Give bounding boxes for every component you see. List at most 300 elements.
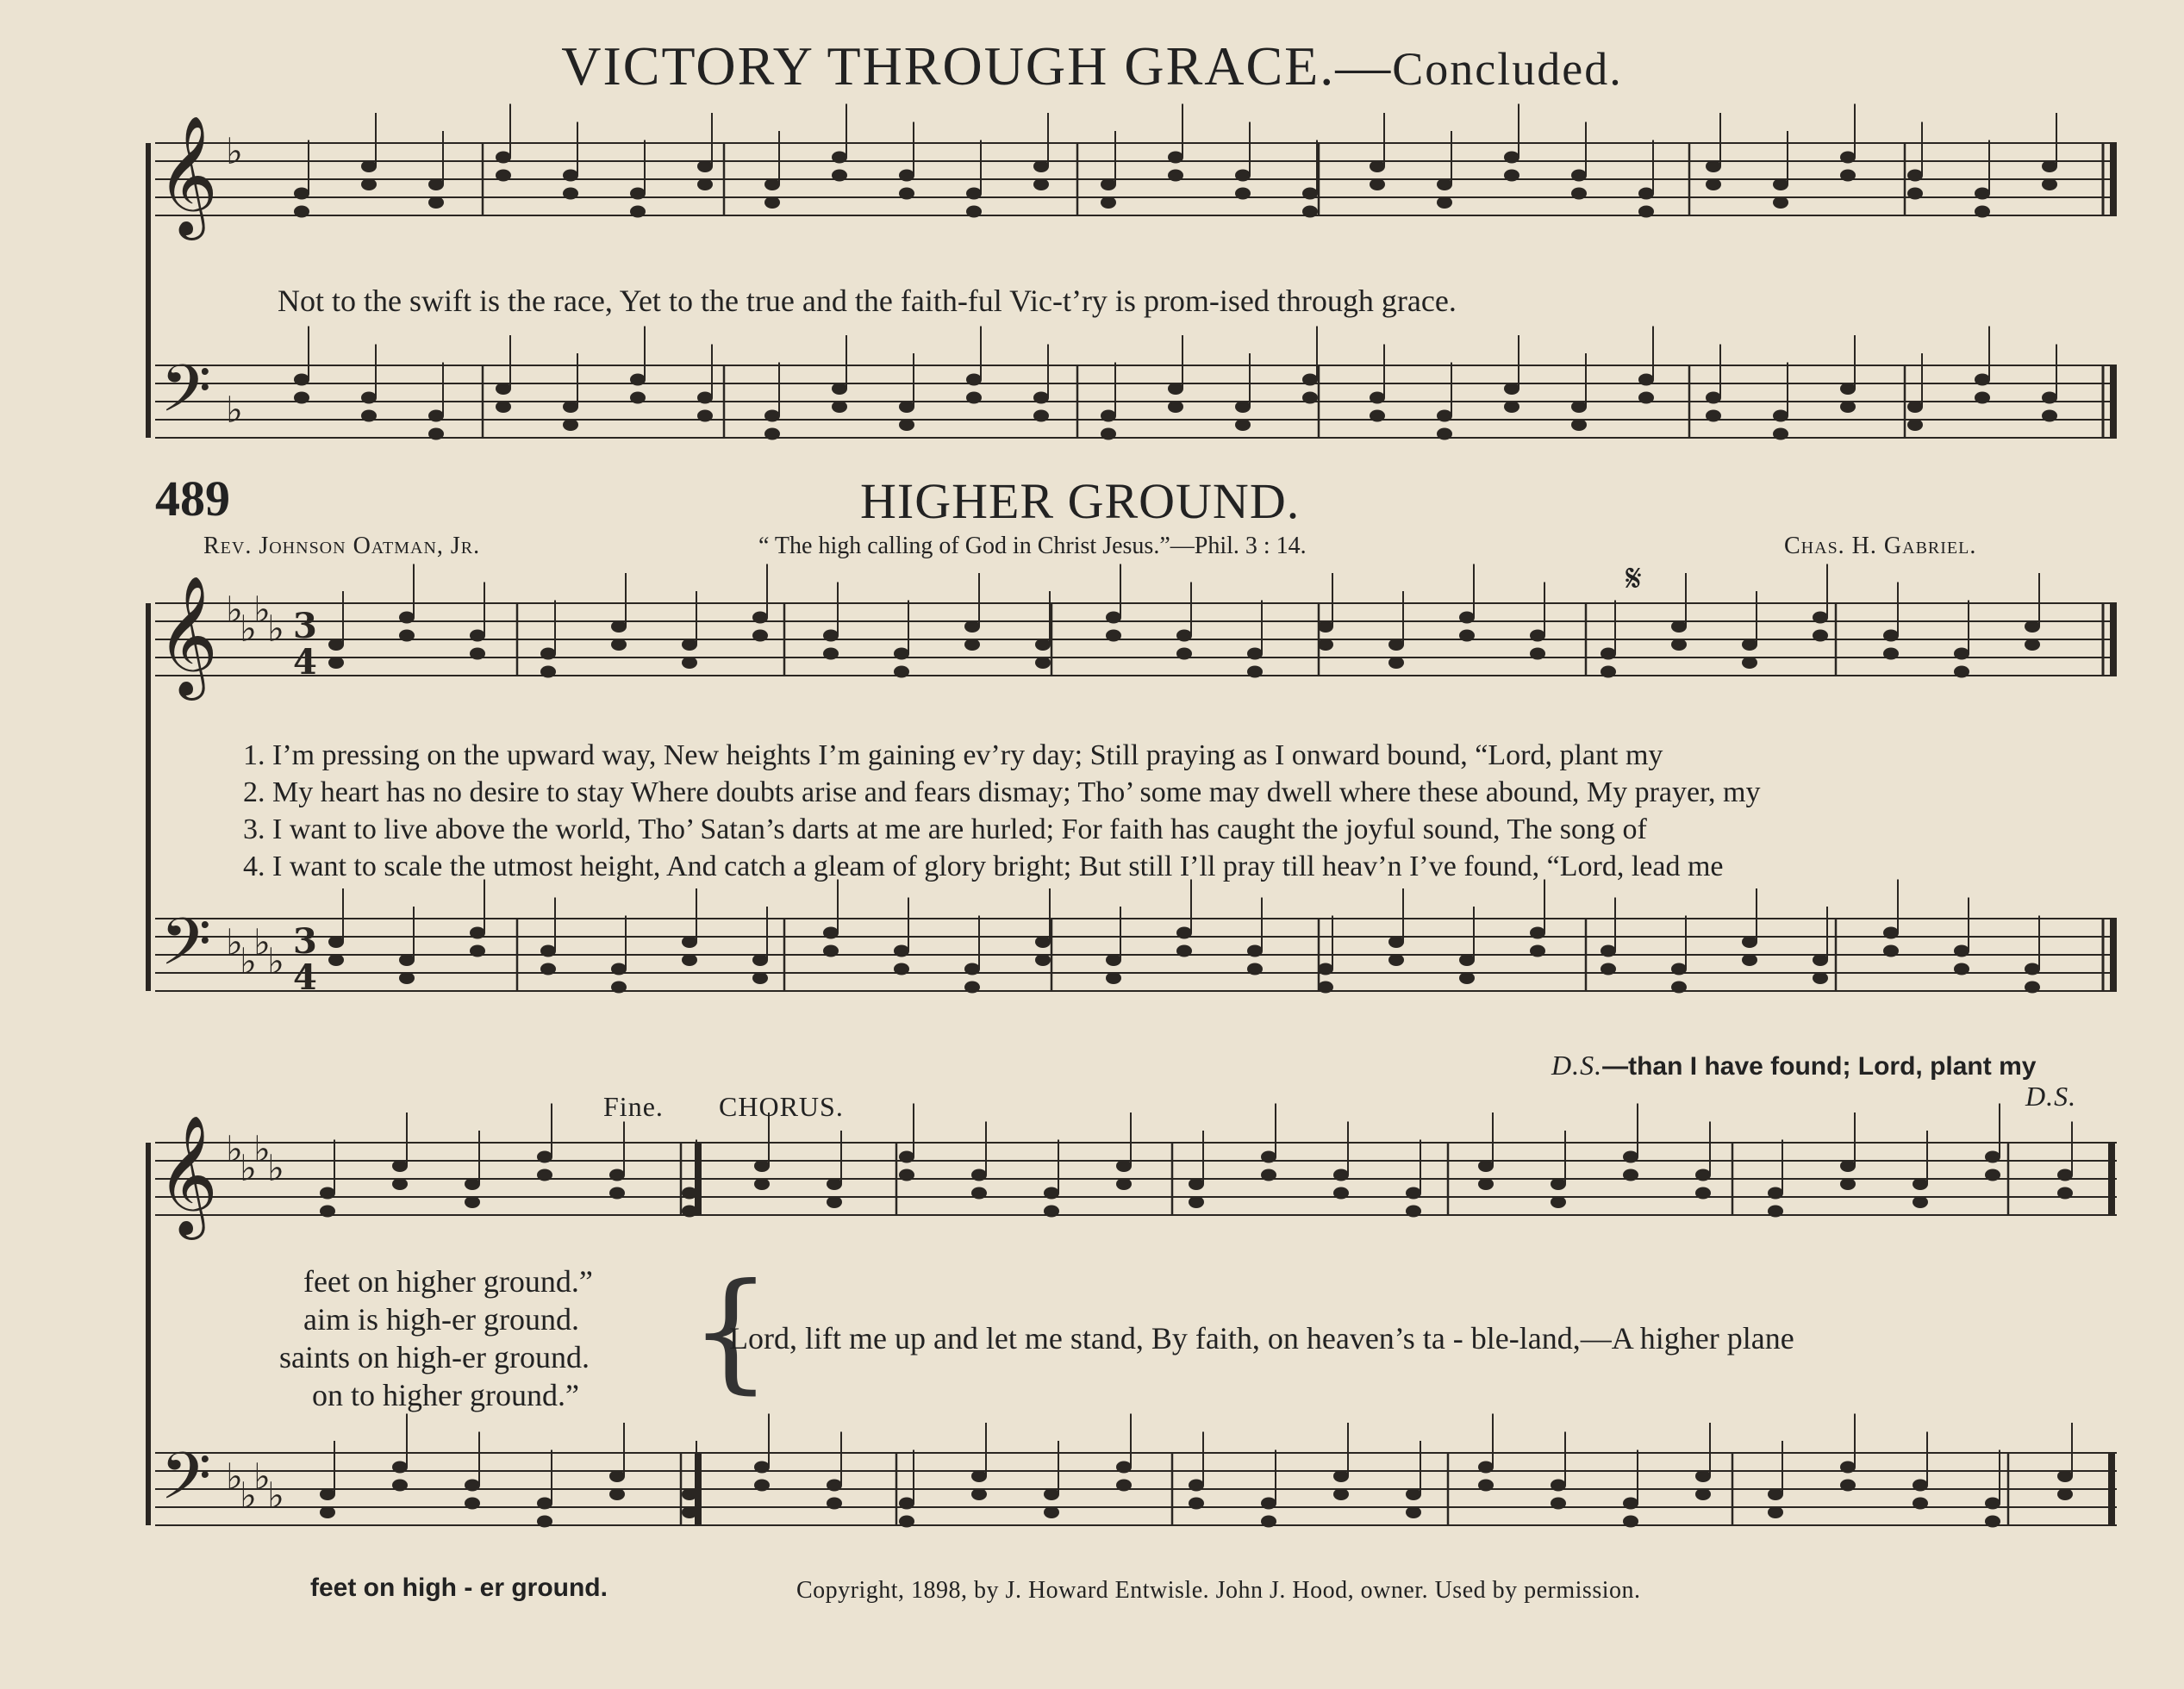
note-head	[682, 657, 697, 669]
note-head	[971, 1187, 987, 1200]
note-head	[1388, 639, 1404, 651]
note-head	[2042, 178, 2057, 190]
note-head	[2025, 620, 2040, 633]
note-head	[1189, 1480, 1204, 1492]
note-head	[1954, 963, 1969, 975]
verse-ending-4: on to higher ground.”	[312, 1378, 579, 1412]
note-head	[320, 1206, 335, 1218]
hymn-composer: Chas. H. Gabriel.	[1784, 533, 1977, 559]
note-head	[1459, 954, 1475, 966]
hymn-scripture: “ The high calling of God in Christ Jesus.”—Phil. 3 : 14.	[758, 533, 1307, 559]
note-head	[966, 392, 982, 404]
note-head	[1388, 936, 1404, 948]
note-head	[1044, 1506, 1059, 1518]
bass-words: feet on high - er ground.	[310, 1574, 608, 1602]
note-head	[496, 170, 511, 182]
note-head	[899, 170, 914, 182]
note-head	[754, 1178, 770, 1190]
note-head	[1768, 1506, 1783, 1518]
note-head	[1406, 1206, 1421, 1218]
note-head	[1437, 178, 1452, 190]
chorus-label: CHORUS.	[719, 1091, 844, 1122]
note-head	[1768, 1488, 1783, 1500]
note-head	[1035, 936, 1051, 948]
note-head	[1302, 206, 1318, 218]
note-head	[1954, 945, 1969, 957]
verse-ending-2: aim is high-er ground.	[303, 1302, 579, 1337]
flat-sign: ♭	[267, 1147, 284, 1189]
note-head	[1530, 945, 1545, 957]
note-head	[609, 1169, 625, 1181]
note-head	[1551, 1196, 1566, 1208]
note-head	[609, 1488, 625, 1500]
note-head	[1913, 1480, 1928, 1492]
note-head	[1975, 206, 1990, 218]
note-head	[754, 1480, 770, 1492]
note-head	[1247, 945, 1263, 957]
note-head	[1235, 401, 1251, 413]
note-head	[1261, 1151, 1276, 1163]
note-head	[682, 1206, 697, 1218]
note-head	[899, 401, 914, 413]
note-head	[823, 630, 839, 642]
note-head	[328, 639, 344, 651]
note-head	[1638, 188, 1654, 200]
note-head	[1623, 1498, 1638, 1510]
flat-sign: ♭	[253, 1455, 271, 1498]
note-head	[1571, 401, 1587, 413]
note-head	[697, 410, 713, 422]
hymn-title: HIGHER GROUND.	[860, 473, 1301, 529]
note-head	[1813, 972, 1828, 984]
treble-clef: 𝄞	[157, 115, 218, 235]
flat-sign: ♭	[267, 608, 284, 650]
note-head	[1913, 1178, 1928, 1190]
note-head	[1437, 410, 1452, 422]
note-head	[827, 1178, 842, 1190]
note-head	[1504, 383, 1519, 395]
note-head	[1985, 1516, 2000, 1528]
note-head	[1551, 1178, 1566, 1190]
note-head	[1671, 639, 1687, 651]
verse-ending-3: saints on high-er ground.	[279, 1340, 590, 1374]
ds-instruction: D.S.—than I have found; Lord, plant my	[1551, 1050, 2037, 1081]
note-head	[1235, 170, 1251, 182]
flat-sign: ♭	[226, 130, 243, 172]
note-head	[1388, 954, 1404, 966]
note-head	[399, 612, 415, 624]
note-head	[1985, 1151, 2000, 1163]
note-head	[1033, 392, 1049, 404]
note-head	[1985, 1498, 2000, 1510]
flat-sign: ♭	[226, 1128, 243, 1170]
treble-clef: 𝄞	[157, 1115, 218, 1235]
note-head	[1742, 639, 1757, 651]
flat-sign: ♭	[240, 940, 257, 982]
top-hymn-lyrics: Not to the swift is the race, Yet to the true and the faith-ful Vic-t’ry is prom-ised through grace.	[278, 284, 1457, 318]
note-head	[1975, 188, 1990, 200]
note-head	[630, 392, 646, 404]
note-head	[764, 178, 780, 190]
note-head	[465, 1480, 480, 1492]
note-head	[1883, 648, 1899, 660]
note-head	[823, 927, 839, 939]
note-head	[2042, 410, 2057, 422]
flat-sign: ♭	[253, 921, 271, 963]
note-head	[1551, 1480, 1566, 1492]
note-head	[752, 612, 768, 624]
note-head	[320, 1187, 335, 1200]
note-head	[1333, 1488, 1349, 1500]
note-head	[697, 392, 713, 404]
note-head	[1333, 1470, 1349, 1482]
note-head	[1623, 1169, 1638, 1181]
note-head	[894, 648, 909, 660]
note-head	[1623, 1151, 1638, 1163]
note-head	[899, 1151, 914, 1163]
note-head	[1985, 1169, 2000, 1181]
note-head	[1318, 982, 1333, 994]
note-head	[1907, 170, 1923, 182]
time-signature-top: 3	[293, 606, 317, 646]
note-head	[1459, 630, 1475, 642]
note-head	[1261, 1169, 1276, 1181]
note-head	[1813, 630, 1828, 642]
note-head	[1695, 1488, 1711, 1500]
note-head	[1840, 152, 1856, 164]
note-head	[966, 188, 982, 200]
fine-label: Fine.	[603, 1091, 664, 1122]
note-head	[1706, 410, 1721, 422]
note-head	[1530, 630, 1545, 642]
note-head	[1235, 419, 1251, 431]
note-head	[1247, 648, 1263, 660]
note-head	[1840, 1462, 1856, 1474]
verse-3: 3. I want to live above the world, Tho’ Satan’s darts at me are hurled; For faith has caught the joyful sound, The song of	[243, 813, 1647, 845]
flat-sign: ♭	[253, 589, 271, 631]
note-head	[611, 982, 627, 994]
note-head	[496, 383, 511, 395]
note-head	[1370, 410, 1385, 422]
note-head	[823, 648, 839, 660]
note-head	[1106, 612, 1121, 624]
note-head	[1913, 1196, 1928, 1208]
note-head	[428, 196, 444, 209]
note-head	[1035, 639, 1051, 651]
bass-clef: 𝄢	[160, 351, 212, 443]
note-head	[1247, 666, 1263, 678]
note-head	[537, 1169, 552, 1181]
note-head	[971, 1470, 987, 1482]
flat-sign: ♭	[267, 940, 284, 982]
note-head	[1261, 1498, 1276, 1510]
note-head	[1768, 1187, 1783, 1200]
note-head	[470, 945, 485, 957]
segno-sign: 𝄋	[1626, 557, 1642, 601]
note-head	[894, 945, 909, 957]
note-head	[1318, 639, 1333, 651]
note-head	[1302, 392, 1318, 404]
note-head	[1671, 982, 1687, 994]
note-head	[1459, 612, 1475, 624]
note-head	[1551, 1498, 1566, 1510]
verse-ending-1: feet on higher ground.”	[303, 1264, 593, 1299]
verse-2: 2. My heart has no desire to stay Where doubts arise and fears dismay; Tho’ some may dwell where these abound, My prayer, my	[243, 776, 1761, 808]
note-head	[1571, 188, 1587, 200]
note-head	[1333, 1169, 1349, 1181]
note-head	[537, 1151, 552, 1163]
note-head	[1302, 188, 1318, 200]
note-head	[611, 963, 627, 975]
note-head	[682, 1506, 697, 1518]
top-hymn-title-suffix: Concluded.	[1392, 43, 1623, 95]
note-head	[899, 1169, 914, 1181]
note-head	[754, 1160, 770, 1172]
note-head	[1370, 160, 1385, 172]
note-head	[827, 1498, 842, 1510]
note-head	[971, 1169, 987, 1181]
note-head	[1261, 1516, 1276, 1528]
note-head	[361, 160, 377, 172]
note-head	[1530, 648, 1545, 660]
note-head	[1437, 428, 1452, 440]
note-head	[540, 666, 556, 678]
note-head	[1406, 1506, 1421, 1518]
time-signature-bottom: 4	[293, 642, 317, 682]
note-head	[1638, 206, 1654, 218]
note-head	[1406, 1488, 1421, 1500]
note-head	[899, 1498, 914, 1510]
note-head	[294, 374, 309, 386]
note-head	[1840, 1480, 1856, 1492]
note-head	[611, 639, 627, 651]
note-head	[682, 1187, 697, 1200]
note-head	[470, 927, 485, 939]
note-head	[764, 196, 780, 209]
bass-clef: 𝄢	[160, 1438, 212, 1530]
note-head	[1742, 954, 1757, 966]
note-head	[964, 963, 980, 975]
note-head	[1840, 1160, 1856, 1172]
note-head	[964, 639, 980, 651]
note-head	[1101, 196, 1116, 209]
note-head	[1168, 152, 1183, 164]
note-head	[392, 1178, 408, 1190]
note-head	[1168, 170, 1183, 182]
note-head	[1106, 972, 1121, 984]
note-head	[1571, 170, 1587, 182]
note-head	[1530, 927, 1545, 939]
note-head	[697, 178, 713, 190]
note-head	[496, 152, 511, 164]
note-head	[832, 401, 847, 413]
note-head	[540, 648, 556, 660]
flat-sign: ♭	[226, 589, 243, 631]
note-head	[2057, 1169, 2073, 1181]
note-head	[2025, 982, 2040, 994]
note-head	[294, 392, 309, 404]
note-head	[1116, 1160, 1132, 1172]
treble-clef: 𝄞	[157, 576, 218, 695]
note-head	[1840, 401, 1856, 413]
note-head	[1478, 1178, 1494, 1190]
note-head	[470, 630, 485, 642]
note-head	[764, 428, 780, 440]
note-head	[320, 1488, 335, 1500]
note-head	[827, 1196, 842, 1208]
note-head	[2057, 1187, 2073, 1200]
note-head	[1601, 963, 1616, 975]
note-head	[1638, 392, 1654, 404]
note-head	[971, 1488, 987, 1500]
note-head	[752, 630, 768, 642]
flat-sign: ♭	[240, 1474, 257, 1517]
note-head	[1773, 428, 1788, 440]
flat-sign: ♭	[240, 1147, 257, 1189]
note-head	[496, 401, 511, 413]
hymn-number: 489	[155, 471, 230, 527]
note-head	[2042, 392, 2057, 404]
note-head	[1504, 152, 1519, 164]
note-head	[1504, 170, 1519, 182]
flat-sign: ♭	[253, 1128, 271, 1170]
note-head	[328, 954, 344, 966]
note-head	[1913, 1498, 1928, 1510]
note-head	[964, 982, 980, 994]
note-head	[1033, 160, 1049, 172]
note-head	[899, 419, 914, 431]
note-head	[1235, 188, 1251, 200]
note-head	[1189, 1178, 1204, 1190]
note-head	[611, 620, 627, 633]
note-head	[1318, 620, 1333, 633]
note-head	[630, 374, 646, 386]
note-head	[1671, 963, 1687, 975]
note-head	[1840, 383, 1856, 395]
flat-sign: ♭	[240, 608, 257, 650]
note-head	[1247, 963, 1263, 975]
note-head	[630, 206, 646, 218]
note-head	[392, 1480, 408, 1492]
note-head	[1333, 1187, 1349, 1200]
note-head	[1883, 945, 1899, 957]
note-head	[899, 1516, 914, 1528]
note-head	[764, 410, 780, 422]
note-head	[754, 1462, 770, 1474]
note-head	[2025, 639, 2040, 651]
note-head	[563, 170, 578, 182]
note-head	[1638, 374, 1654, 386]
note-head	[752, 954, 768, 966]
note-head	[1101, 178, 1116, 190]
note-head	[630, 188, 646, 200]
note-head	[1601, 648, 1616, 660]
note-head	[1044, 1488, 1059, 1500]
note-head	[1044, 1187, 1059, 1200]
note-head	[1106, 954, 1121, 966]
note-head	[563, 419, 578, 431]
note-head	[1601, 945, 1616, 957]
note-head	[1176, 927, 1192, 939]
note-head	[1176, 630, 1192, 642]
note-head	[2057, 1470, 2073, 1482]
note-head	[1840, 1178, 1856, 1190]
note-head	[1302, 374, 1318, 386]
note-head	[1975, 374, 1990, 386]
note-head	[465, 1498, 480, 1510]
note-head	[320, 1506, 335, 1518]
note-head	[2057, 1488, 2073, 1500]
note-head	[361, 178, 377, 190]
note-head	[609, 1470, 625, 1482]
note-head	[1116, 1480, 1132, 1492]
note-head	[428, 410, 444, 422]
note-head	[540, 945, 556, 957]
note-head	[823, 945, 839, 957]
note-head	[1437, 196, 1452, 209]
note-head	[1478, 1462, 1494, 1474]
note-head	[1176, 648, 1192, 660]
note-head	[399, 972, 415, 984]
note-head	[899, 188, 914, 200]
note-head	[964, 620, 980, 633]
note-head	[832, 383, 847, 395]
note-head	[1706, 392, 1721, 404]
note-head	[682, 954, 697, 966]
note-head	[1116, 1178, 1132, 1190]
left-brace: {	[690, 1256, 772, 1406]
note-head	[2042, 160, 2057, 172]
note-head	[1907, 401, 1923, 413]
note-head	[328, 657, 344, 669]
note-head	[1975, 392, 1990, 404]
note-head	[1773, 178, 1788, 190]
note-head	[1623, 1516, 1638, 1528]
note-head	[1168, 383, 1183, 395]
note-head	[1504, 401, 1519, 413]
hymn-author: Rev. Johnson Oatman, Jr.	[203, 533, 481, 559]
note-head	[1478, 1480, 1494, 1492]
note-head	[2025, 963, 2040, 975]
time-signature-top: 3	[293, 921, 317, 962]
note-head	[697, 160, 713, 172]
note-head	[465, 1178, 480, 1190]
note-head	[609, 1187, 625, 1200]
copyright: Copyright, 1898, by J. Howard Entwisle. John J. Hood, owner. Used by permission.	[796, 1577, 1641, 1604]
verse-4: 4. I want to scale the utmost height, And catch a gleam of glory bright; But still I’ll pray till heav’n I’ve found, “Lord, lead me	[243, 851, 1724, 882]
note-head	[1370, 178, 1385, 190]
note-head	[1189, 1196, 1204, 1208]
note-head	[563, 401, 578, 413]
note-head	[1954, 648, 1969, 660]
note-head	[1478, 1160, 1494, 1172]
note-head	[1035, 657, 1051, 669]
note-head	[1883, 927, 1899, 939]
note-head	[682, 936, 697, 948]
note-head	[1388, 657, 1404, 669]
note-head	[1954, 666, 1969, 678]
note-head	[682, 1488, 697, 1500]
note-head	[465, 1196, 480, 1208]
bass-clef: 𝄢	[160, 904, 212, 996]
note-head	[392, 1462, 408, 1474]
note-head	[1706, 160, 1721, 172]
note-head	[1883, 630, 1899, 642]
note-head	[1116, 1462, 1132, 1474]
note-head	[1706, 178, 1721, 190]
note-head	[1695, 1169, 1711, 1181]
note-head	[894, 666, 909, 678]
